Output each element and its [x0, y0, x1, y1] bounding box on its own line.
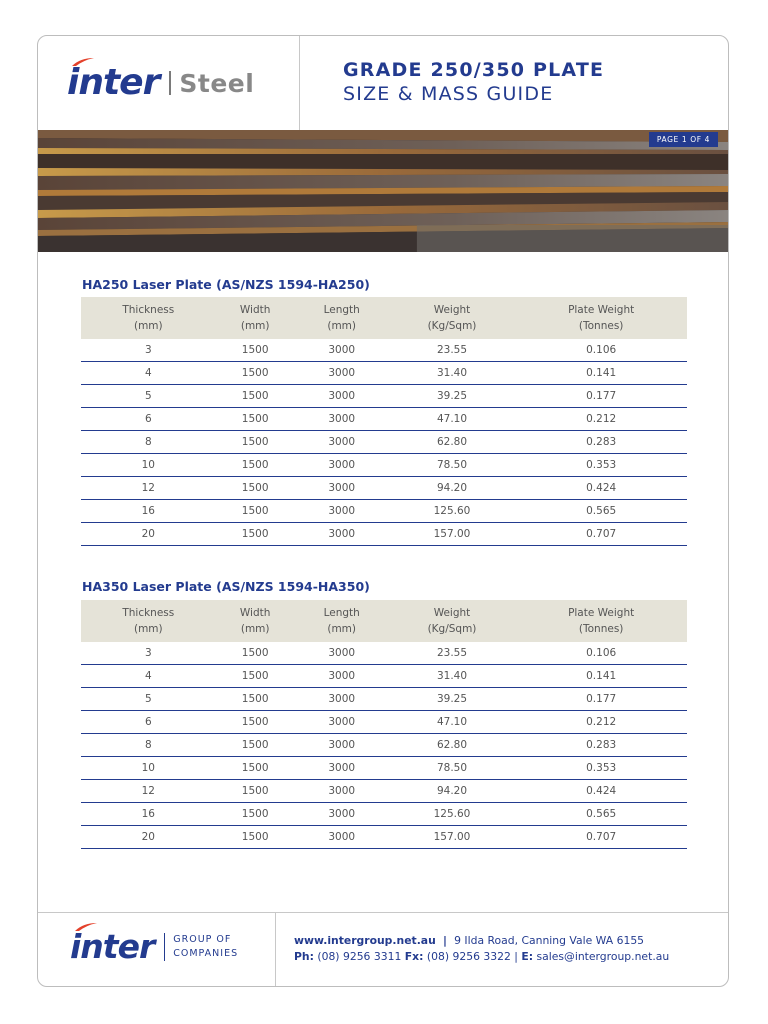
cell: 0.707	[515, 826, 687, 849]
col-weight-header: Weight (Kg/Sqm)	[389, 297, 516, 339]
cell: 3000	[295, 803, 389, 826]
cell: 12	[81, 477, 216, 500]
table-row	[81, 665, 687, 688]
cell: 62.80	[389, 431, 516, 454]
contact-details	[294, 933, 669, 965]
cell: 16	[81, 803, 216, 826]
cell: 0.424	[515, 780, 687, 803]
cell: 157.00	[389, 826, 516, 849]
cell: 23.55	[389, 339, 516, 362]
logo-steel-word: Steel	[179, 68, 255, 98]
table-row	[81, 757, 687, 780]
cell: 3000	[295, 362, 389, 385]
ha350-table	[81, 600, 687, 849]
cell: 3000	[295, 688, 389, 711]
cell: 0.141	[515, 362, 687, 385]
cell: 1500	[216, 408, 295, 431]
table-1-title: HA250 Laser Plate (AS/NZS 1594-HA250)	[82, 277, 370, 292]
document-header	[38, 36, 728, 130]
cell: 31.40	[389, 665, 516, 688]
table-row	[81, 826, 687, 849]
cell: 94.20	[389, 780, 516, 803]
col-length-header: Length (mm)	[295, 297, 389, 339]
cell: 20	[81, 826, 216, 849]
cell: 5	[81, 688, 216, 711]
cell: 1500	[216, 826, 295, 849]
address: 9 Ilda Road, Canning Vale WA 6155	[454, 934, 645, 947]
cell: 0.106	[515, 339, 687, 362]
cell: 0.707	[515, 523, 687, 546]
table-row	[81, 362, 687, 385]
phone-number: (08) 9256 3311	[317, 950, 402, 963]
cell: 125.60	[389, 803, 516, 826]
ha250-table	[81, 297, 687, 546]
cell: 6	[81, 408, 216, 431]
cell: 62.80	[389, 734, 516, 757]
footer-logo-swoosh-icon	[73, 922, 99, 932]
cell: 1500	[216, 688, 295, 711]
cell: 3000	[295, 408, 389, 431]
cell: 3000	[295, 780, 389, 803]
cell: 0.424	[515, 477, 687, 500]
cell: 0.141	[515, 665, 687, 688]
col-thickness-header: Thickness (mm)	[81, 297, 216, 339]
cell: 47.10	[389, 408, 516, 431]
cell: 8	[81, 431, 216, 454]
cell: 39.25	[389, 385, 516, 408]
cell: 1500	[216, 385, 295, 408]
email-link[interactable]: sales@intergroup.net.au	[536, 950, 670, 963]
logo-area	[38, 36, 300, 130]
cell: 0.565	[515, 803, 687, 826]
title-line-2: SIZE & MASS GUIDE	[343, 83, 554, 105]
cell: 20	[81, 523, 216, 546]
contact-line-1: www.intergroup.net.au | 9 Ilda Road, Canning Vale WA 6155	[294, 934, 645, 947]
cell: 0.212	[515, 711, 687, 734]
cell: 1500	[216, 711, 295, 734]
table-row	[81, 408, 687, 431]
cell: 3000	[295, 477, 389, 500]
footer-logo-area	[38, 913, 276, 987]
title-line-1: GRADE 250/350 PLATE	[343, 59, 605, 81]
cell: 1500	[216, 642, 295, 665]
document-title	[343, 58, 604, 106]
cell: 3000	[295, 431, 389, 454]
cell: 1500	[216, 477, 295, 500]
cell: 39.25	[389, 688, 516, 711]
cell: 1500	[216, 362, 295, 385]
table-row	[81, 780, 687, 803]
cell: 47.10	[389, 711, 516, 734]
table-row	[81, 803, 687, 826]
cell: 1500	[216, 665, 295, 688]
logo-swoosh-icon	[70, 57, 96, 67]
cell: 0.353	[515, 757, 687, 780]
table-row	[81, 339, 687, 362]
table-row	[81, 711, 687, 734]
cell: 1500	[216, 757, 295, 780]
cell: 94.20	[389, 477, 516, 500]
document-footer	[38, 912, 728, 987]
cell: 8	[81, 734, 216, 757]
cell: 10	[81, 454, 216, 477]
footer-logo-separator	[164, 933, 165, 961]
contact-line-2: Ph: (08) 9256 3311 Fx: (08) 9256 3322 | E: sales@intergroup.net.au	[294, 950, 670, 963]
col-thickness-header: Thickness (mm)	[81, 600, 216, 642]
cell: 0.177	[515, 688, 687, 711]
col-plate-weight-header: Plate Weight (Tonnes)	[515, 600, 687, 642]
logo-inter-word: inter	[67, 65, 159, 101]
cell: 3000	[295, 826, 389, 849]
inter-steel-logo	[67, 58, 254, 108]
cell: 31.40	[389, 362, 516, 385]
cell: 0.177	[515, 385, 687, 408]
group-of-companies-text: GROUP OF COMPANIES	[173, 933, 239, 959]
cell: 1500	[216, 780, 295, 803]
cell: 0.106	[515, 642, 687, 665]
document-page	[37, 35, 729, 987]
cell: 3000	[295, 385, 389, 408]
cell: 10	[81, 757, 216, 780]
website-link[interactable]: www.intergroup.net.au	[294, 934, 436, 947]
cell: 1500	[216, 454, 295, 477]
cell: 1500	[216, 803, 295, 826]
cell: 16	[81, 500, 216, 523]
table-2-title: HA350 Laser Plate (AS/NZS 1594-HA350)	[82, 579, 370, 594]
cell: 3000	[295, 523, 389, 546]
cell: 78.50	[389, 757, 516, 780]
cell: 3000	[295, 454, 389, 477]
cell: 3000	[295, 339, 389, 362]
cell: 4	[81, 665, 216, 688]
col-width-header: Width (mm)	[216, 600, 295, 642]
logo-separator	[169, 71, 171, 95]
cell: 3000	[295, 757, 389, 780]
cell: 3000	[295, 711, 389, 734]
col-plate-weight-header: Plate Weight (Tonnes)	[515, 297, 687, 339]
cell: 0.283	[515, 431, 687, 454]
fax-number: (08) 9256 3322 |	[426, 950, 518, 963]
cell: 23.55	[389, 642, 516, 665]
cell: 1500	[216, 431, 295, 454]
col-width-header: Width (mm)	[216, 297, 295, 339]
cell: 1500	[216, 500, 295, 523]
cell: 0.353	[515, 454, 687, 477]
cell: 6	[81, 711, 216, 734]
cell: 3000	[295, 500, 389, 523]
footer-logo-inter-word: inter	[70, 930, 154, 963]
table-header-row	[81, 297, 687, 339]
cell: 0.283	[515, 734, 687, 757]
cell: 78.50	[389, 454, 516, 477]
cell: 3	[81, 339, 216, 362]
cell: 0.565	[515, 500, 687, 523]
table-row	[81, 523, 687, 546]
cell: 157.00	[389, 523, 516, 546]
page-number-badge: PAGE 1 OF 4	[649, 132, 718, 147]
table-row	[81, 477, 687, 500]
inter-group-logo	[70, 927, 239, 966]
cell: 3000	[295, 642, 389, 665]
table-row	[81, 454, 687, 477]
cell: 3000	[295, 665, 389, 688]
cell: 5	[81, 385, 216, 408]
table-row	[81, 688, 687, 711]
col-length-header: Length (mm)	[295, 600, 389, 642]
cell: 0.212	[515, 408, 687, 431]
cell: 1500	[216, 523, 295, 546]
cell: 125.60	[389, 500, 516, 523]
cell: 4	[81, 362, 216, 385]
table-row	[81, 734, 687, 757]
table-row	[81, 431, 687, 454]
cell: 1500	[216, 339, 295, 362]
cell: 1500	[216, 734, 295, 757]
table-row	[81, 642, 687, 665]
col-weight-header: Weight (Kg/Sqm)	[389, 600, 516, 642]
cell: 12	[81, 780, 216, 803]
table-row	[81, 385, 687, 408]
table-row	[81, 500, 687, 523]
cell: 3	[81, 642, 216, 665]
cell: 3000	[295, 734, 389, 757]
table-header-row	[81, 600, 687, 642]
steel-plates-photo	[38, 130, 728, 252]
